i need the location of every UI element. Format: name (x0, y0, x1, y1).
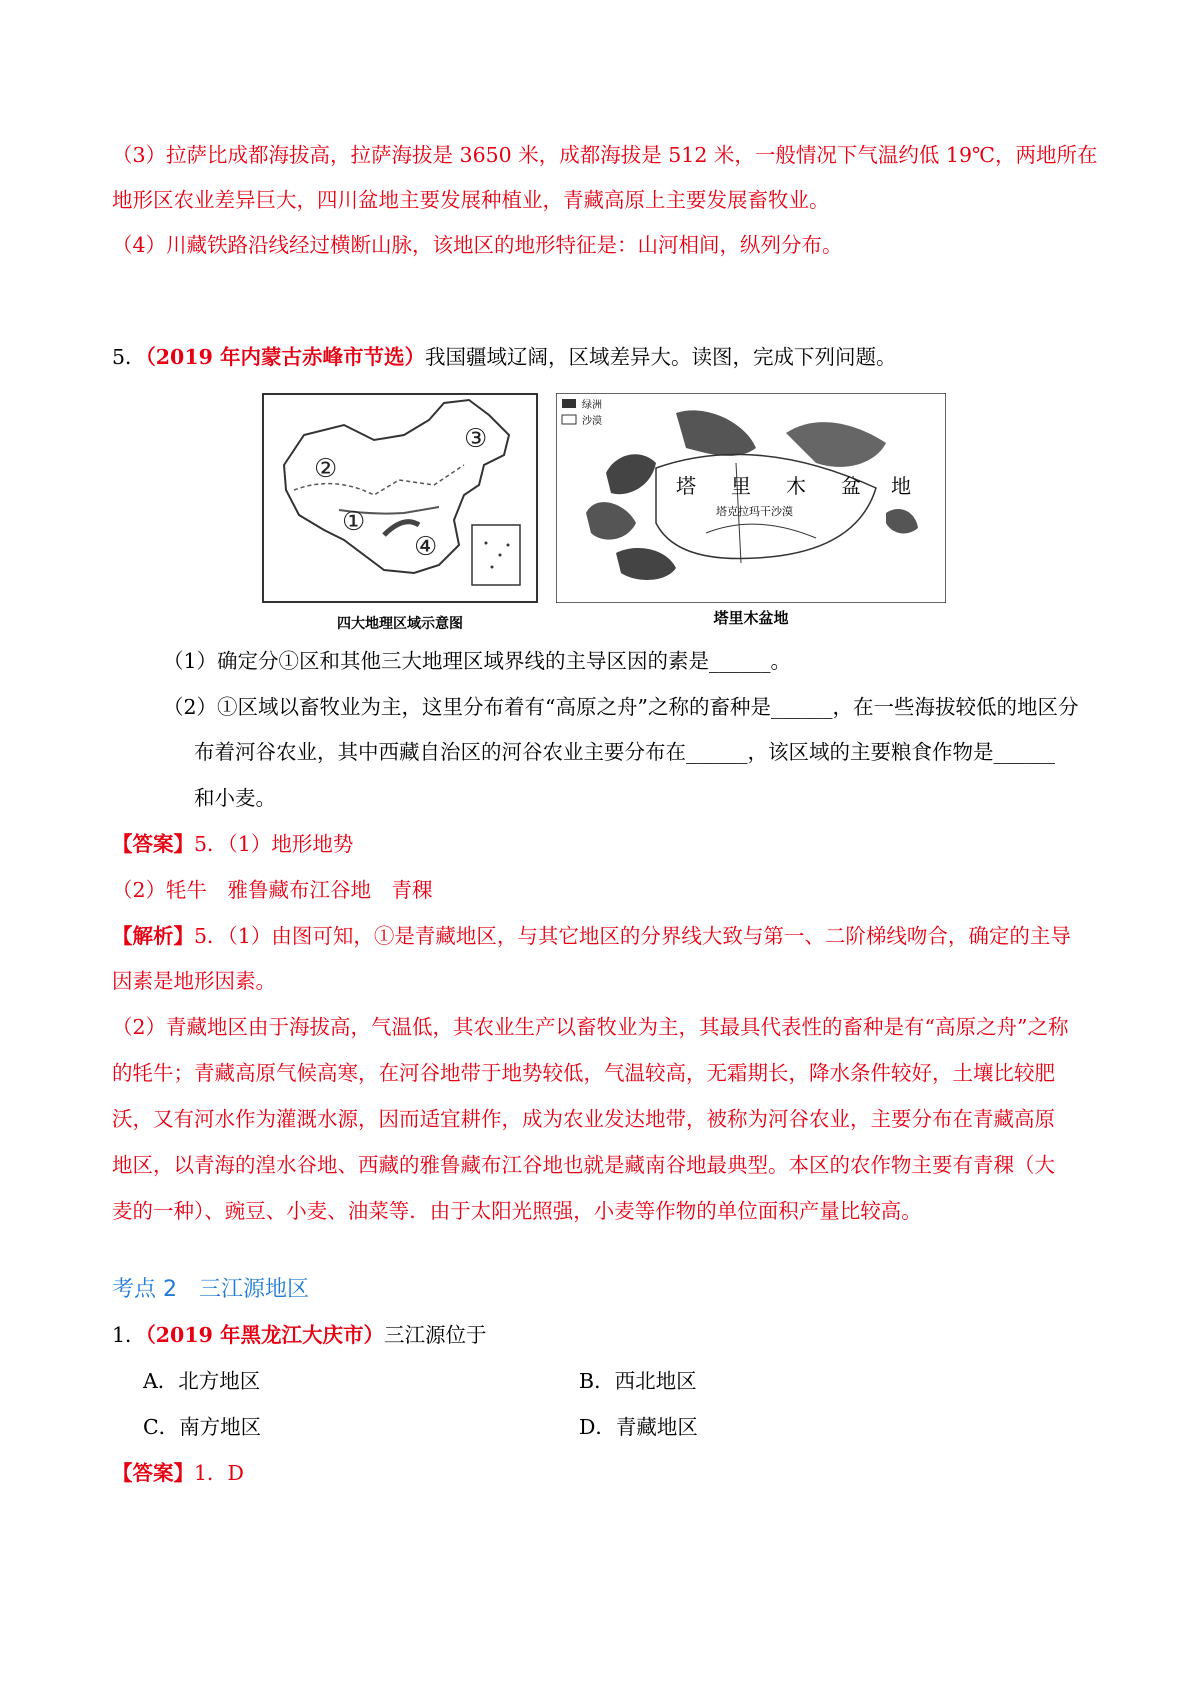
q5-answer-line1 (112, 829, 353, 859)
q5-answer-text: 5．（1）地形地势 (194, 832, 354, 856)
region-2-label: ② (314, 454, 338, 484)
region-4-label: ④ (414, 532, 438, 562)
region-1-label: ① (342, 507, 366, 537)
s2q1-answer-tag: 【答案】 (112, 1461, 194, 1485)
q5-analysis-tag: 【解析】 (112, 924, 194, 948)
q5-analysis-line4: 的牦牛；青藏高原气候高寒，在河谷地带于地势较低，气温较高，无霜期长，降水条件较好，土壤比较肥 (112, 1061, 1055, 1085)
q4-analysis-p4: （4）川藏铁路沿线经过横断山脉，该地区的地形特征是：山河相间，纵列分布。 (112, 233, 843, 257)
q5-sub2-line1: （2）①区域以畜牧业为主，这里分布着有“高原之舟”之称的畜种是______，在一些海拔较低的地区分 (163, 695, 1079, 719)
legend-desert: 沙漠 (582, 416, 602, 427)
legend-oasis: 绿洲 (582, 400, 602, 411)
q5-analysis-line2: 因素是地形因素。 (112, 969, 276, 993)
s2q1-source: （2019 年黑龙江大庆市） (145, 1323, 384, 1347)
four-regions-map (262, 393, 538, 632)
desert-label: 塔克拉玛干沙漠 (716, 505, 793, 518)
q5-stem-line (112, 342, 897, 372)
s2q1-answer-line (112, 1458, 244, 1488)
q5-answer-tag: 【答案】 (112, 832, 194, 856)
s2q1-stem: 三江源位于 (384, 1323, 487, 1347)
china-outline-sketch (264, 395, 536, 635)
basin-char-4: 盆 (841, 474, 861, 498)
s2q1-number: 1． (112, 1323, 146, 1347)
q5-stem: 我国疆域辽阔，区域差异大。读图，完成下列问题。 (425, 345, 897, 369)
basin-char-1: 塔 (676, 474, 696, 498)
q5-answer-line2: （2）牦牛 雅鲁藏布江谷地 青稞 (112, 878, 433, 902)
tarim-caption: 塔里木盆地 (713, 609, 789, 627)
q4-analysis-p3-line1: （3）拉萨比成都海拔高，拉萨海拔是 3650 米，成都海拔是 512 米，一般情况下气温约低 19℃，两地所在 (112, 143, 1098, 167)
s2q1-option-b[interactable]: B．西北地区 (579, 1369, 697, 1393)
q5-sub2-line3: 和小麦。 (194, 786, 276, 810)
q5-analysis-line6: 地区，以青海的湟水谷地、西藏的雅鲁藏布江谷地也就是藏南谷地最典型。本区的农作物主要有青稞（大 (112, 1153, 1055, 1177)
s2q1-stem-line (112, 1320, 487, 1350)
s2q1-answer-text: 1．D (194, 1461, 244, 1485)
section-title: 考点 2 三江源地区 (112, 1277, 309, 1302)
region-3-label: ③ (464, 424, 488, 454)
q5-analysis-line7: 麦的一种）、豌豆、小麦、油菜等．由于太阳光照强，小麦等作物的单位面积产量比较高。 (112, 1199, 922, 1223)
q5-source: （2019 年内蒙古赤峰市节选） (145, 345, 425, 369)
q5-analysis-line1 (112, 921, 1071, 951)
basin-char-3: 木 (786, 474, 806, 498)
q5-analysis-text: 5．（1）由图可知，①是青藏地区，与其它地区的分界线大致与第一、二阶梯线吻合，确定的主导 (194, 924, 1071, 948)
q5-analysis-line3: （2）青藏地区由于海拔高，气温低，其农业生产以畜牧业为主，其最具代表性的畜种是有“高原之舟”之称 (112, 1015, 1069, 1039)
tarim-basin-map (556, 393, 946, 633)
tarim-basin-sketch (556, 393, 946, 603)
s2q1-option-a[interactable]: A．北方地区 (143, 1369, 261, 1393)
four-regions-caption: 四大地理区域示意图 (337, 616, 463, 632)
basin-char-2: 里 (731, 474, 751, 498)
q4-analysis-p3-line2: 地形区农业差异巨大，四川盆地主要发展种植业，青藏高原上主要发展畜牧业。 (112, 188, 830, 212)
basin-char-5: 地 (891, 474, 911, 498)
q5-number: 5． (112, 345, 146, 369)
q5-sub1: （1）确定分①区和其他三大地理区域界线的主导区因的素是______。 (163, 649, 792, 673)
q5-analysis-line5: 沃，又有河水作为灌溉水源，因而适宜耕作，成为农业发达地带，被称为河谷农业，主要分布在青藏高原 (112, 1107, 1055, 1131)
q5-sub2-line2: 布着河谷农业，其中西藏自治区的河谷农业主要分布在______，该区域的主要粮食作物是______ (194, 740, 1055, 764)
s2q1-option-c[interactable]: C．南方地区 (143, 1415, 262, 1439)
s2q1-option-d[interactable]: D．青藏地区 (579, 1415, 698, 1439)
